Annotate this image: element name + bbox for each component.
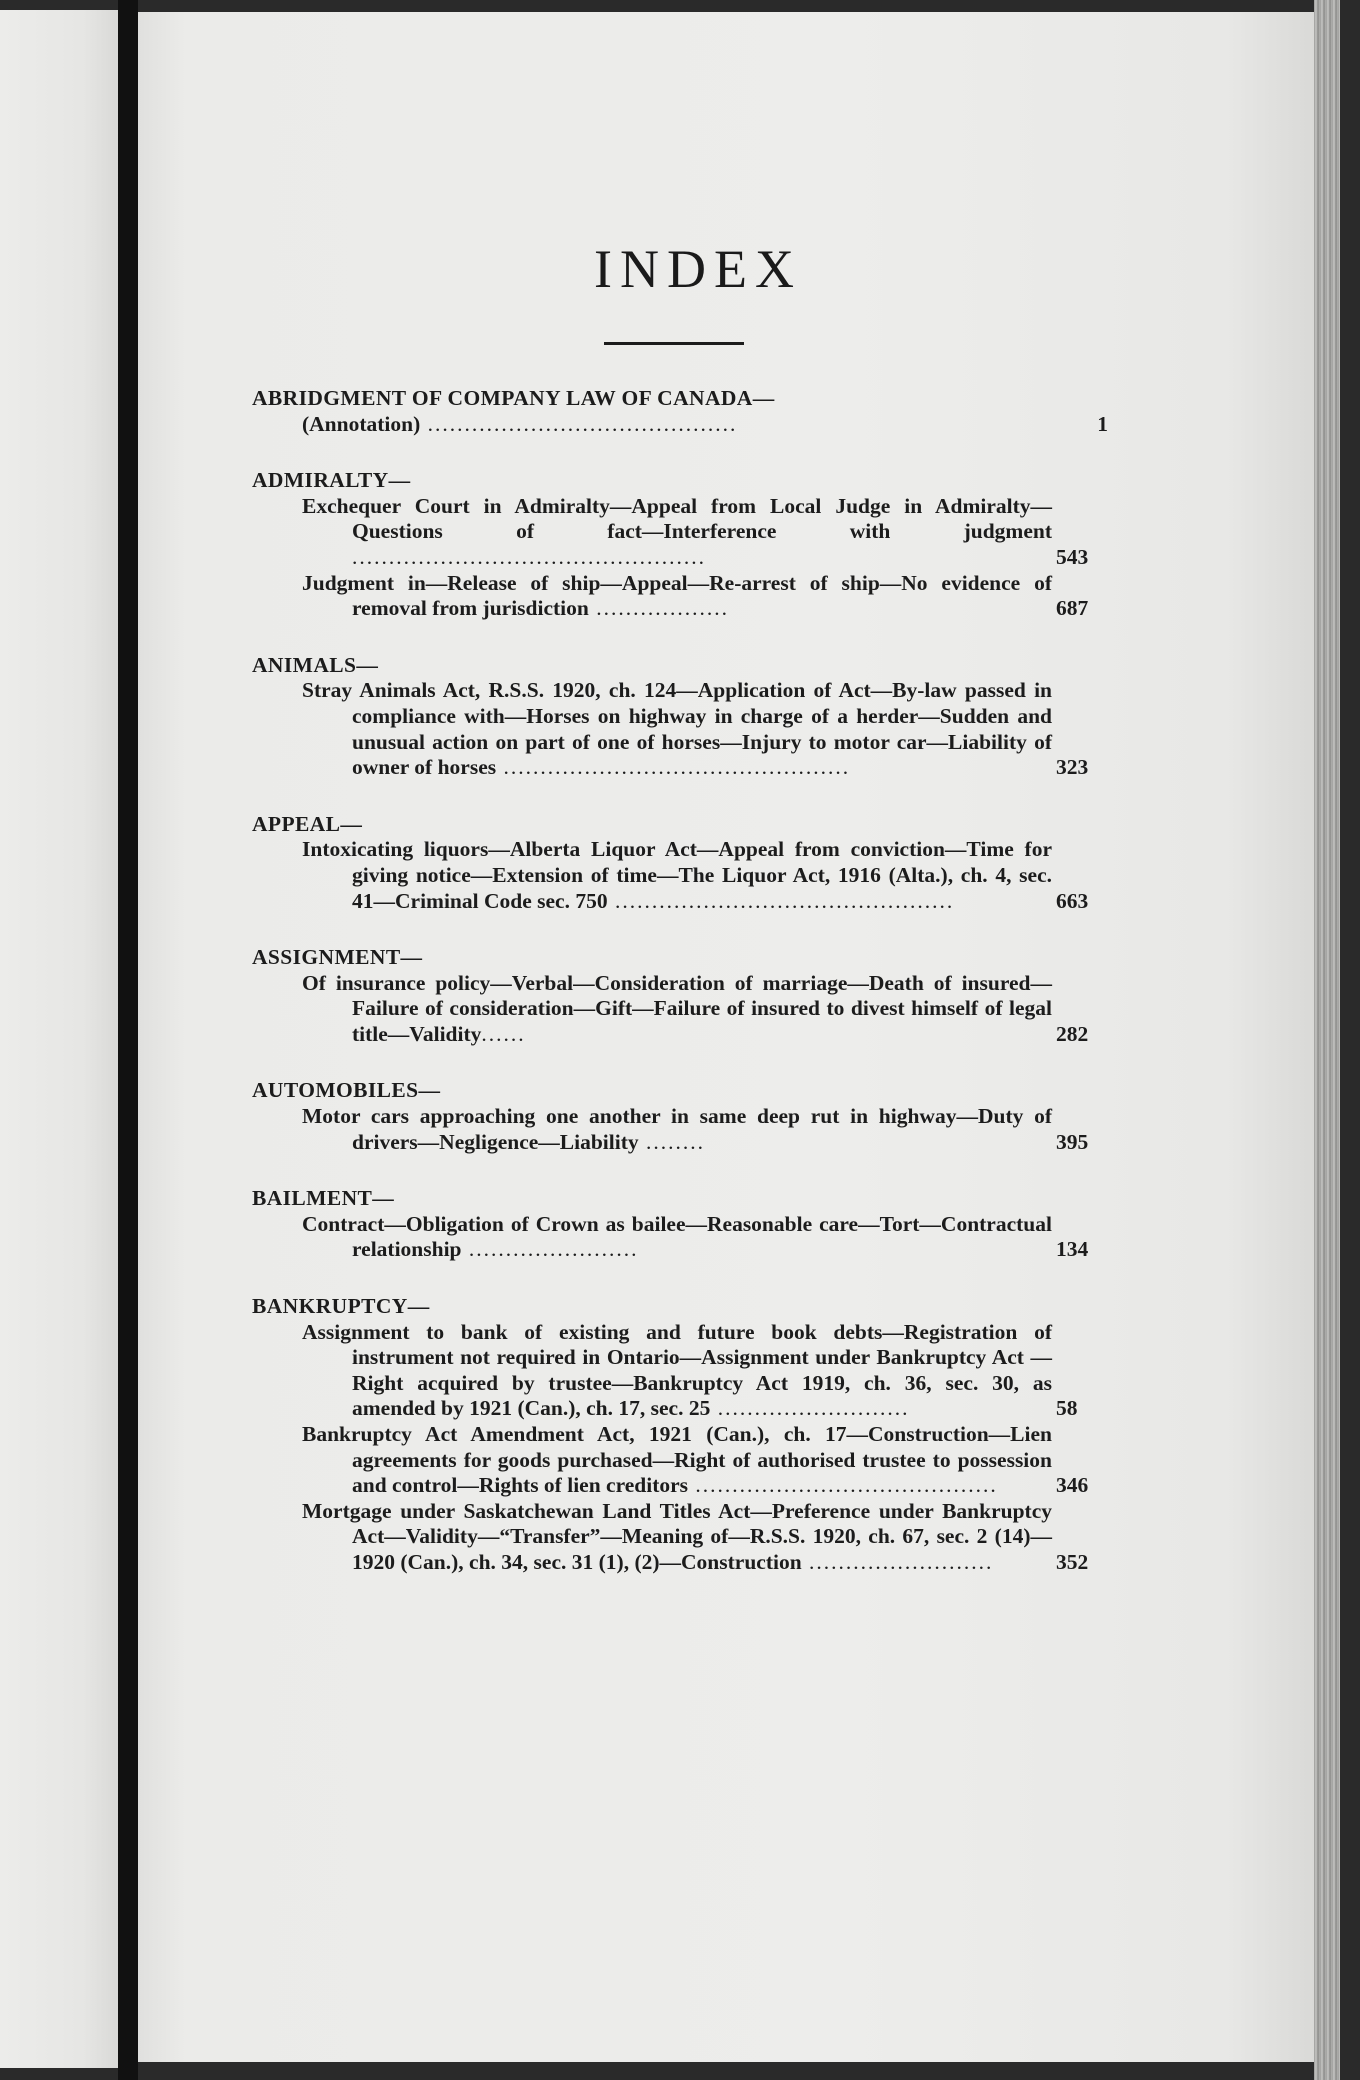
index-section — [252, 468, 1108, 622]
index-entry — [252, 1422, 1108, 1499]
leader-dots: ......................................... — [688, 1473, 998, 1498]
section-heading: ADMIRALTY— — [252, 468, 411, 493]
entry-text: Bankruptcy Act Amendment Act, 1921 (Can.), ch. 17—Construction—Lien agreements for goods purchased—Right of authorised trustee to possession and control—Rights of lien creditors — [302, 1422, 1052, 1498]
page-edge-shadow — [1340, 0, 1360, 2080]
index-entry — [252, 678, 1108, 780]
leader-dots: .......................... — [710, 1396, 910, 1421]
index-entry — [252, 837, 1108, 914]
leader-dots: .............................................. — [607, 888, 955, 913]
section-heading: BAILMENT— — [252, 1186, 395, 1211]
entry-text: Of insurance policy—Verbal—Consideration of marriage—Death of insured—Failure of consideration—Gift—Failure of insured to divest himself of legal title—Validity — [302, 970, 1052, 1046]
page-number: 282 — [1056, 1021, 1089, 1046]
leader-dots: ........ — [638, 1129, 706, 1154]
index-entry — [252, 1320, 1108, 1422]
page-number: 687 — [1056, 596, 1089, 621]
section-heading: BANKRUPTCY— — [252, 1294, 430, 1319]
page-number: 395 — [1056, 1129, 1089, 1154]
page-number: 663 — [1056, 888, 1089, 913]
leader-dots: ............................................... — [496, 755, 851, 780]
page-number: 58 — [1056, 1396, 1078, 1421]
index-content — [252, 386, 1108, 1607]
page-number: 352 — [1056, 1549, 1089, 1574]
index-entry — [252, 571, 1108, 622]
leader-dots: .................. — [588, 596, 729, 621]
title-rule — [604, 342, 744, 345]
leader-dots: .......................................... — [420, 411, 738, 436]
entry-text: Judgment in—Release of ship—Appeal—Re-arrest of ship—No evidence of removal from jurisdiction — [302, 570, 1052, 621]
section-heading: ASSIGNMENT— — [252, 945, 423, 970]
leader-dots: ...... — [481, 1021, 526, 1046]
index-section — [252, 1294, 1108, 1576]
index-entry — [252, 494, 1108, 571]
entry-text: Motor cars approaching one another in same deep rut in highway—Duty of drivers—Negligence—Liability — [302, 1104, 1052, 1154]
book-gutter — [118, 0, 138, 2080]
section-heading: AUTOMOBILES— — [252, 1078, 441, 1103]
index-section — [252, 945, 1108, 1047]
page-number: 346 — [1056, 1473, 1089, 1498]
facing-page — [0, 10, 118, 2068]
leader-dots: ......................... — [801, 1549, 994, 1574]
entry-text: Intoxicating liquors—Alberta Liquor Act—Appeal from conviction—Time for giving notice—Extension of time—The Liquor Act, 1916 (Alta.), ch. 4, sec. 41—Criminal Code sec. 750 — [302, 837, 1052, 913]
index-entry — [252, 1212, 1108, 1263]
leader-dots: ....................... — [461, 1237, 639, 1262]
page-number: 323 — [1056, 755, 1089, 780]
entry-text: Contract—Obligation of Crown as bailee—Reasonable care—Tort—Contractual relationship — [302, 1211, 1052, 1262]
index-section — [252, 1186, 1108, 1263]
section-heading: ANIMALS— — [252, 652, 379, 677]
entry-text: Mortgage under Saskatchewan Land Titles Act—Preference under Bankruptcy Act—Validity—“Transfer”—Meaning of—R.S.S. 1920, ch. 67, sec. 2 (14)—1920 (Can.), ch. 34, sec. 31 (1), (2)—Construction — [302, 1498, 1052, 1574]
index-section — [252, 1078, 1108, 1155]
page-title: INDEX — [594, 239, 802, 299]
page-number: 134 — [1056, 1237, 1089, 1262]
index-entry — [252, 1499, 1108, 1576]
entry-text: Exchequer Court in Admiralty—Appeal from Local Judge in Admiralty—Questions of fact—Interference with judgment — [302, 493, 1052, 544]
index-section — [252, 812, 1108, 914]
section-heading: ABRIDGMENT OF COMPANY LAW OF CANADA— — [252, 386, 775, 410]
section-heading: APPEAL— — [252, 811, 363, 836]
entry-text: (Annotation) — [302, 411, 421, 436]
index-entry — [252, 1104, 1108, 1155]
entry-text: Assignment to bank of existing and future book debts—Registration of instrument not required in Ontario—Assignment under Bankruptcy Act — Right acquired by trustee—Bankruptcy Act 1919, ch. 36, sec. 30, as amended by 1921 (Can.), ch. 17, sec. 25 — [302, 1319, 1052, 1421]
index-section — [252, 653, 1108, 781]
page-number: 1 — [1097, 411, 1108, 436]
index-section — [252, 386, 1108, 437]
index-entry — [252, 971, 1108, 1048]
page-number: 543 — [1056, 544, 1089, 569]
index-entry — [252, 412, 1108, 438]
leader-dots: ................................................ — [352, 544, 706, 569]
entry-text: Stray Animals Act, R.S.S. 1920, ch. 124—Application of Act—By-law passed in compliance with—Horses on highway in charge of a herder—Sudden and unusual action on part of one of horses—Injury to motor car—Liability of owner of horses — [302, 678, 1052, 780]
